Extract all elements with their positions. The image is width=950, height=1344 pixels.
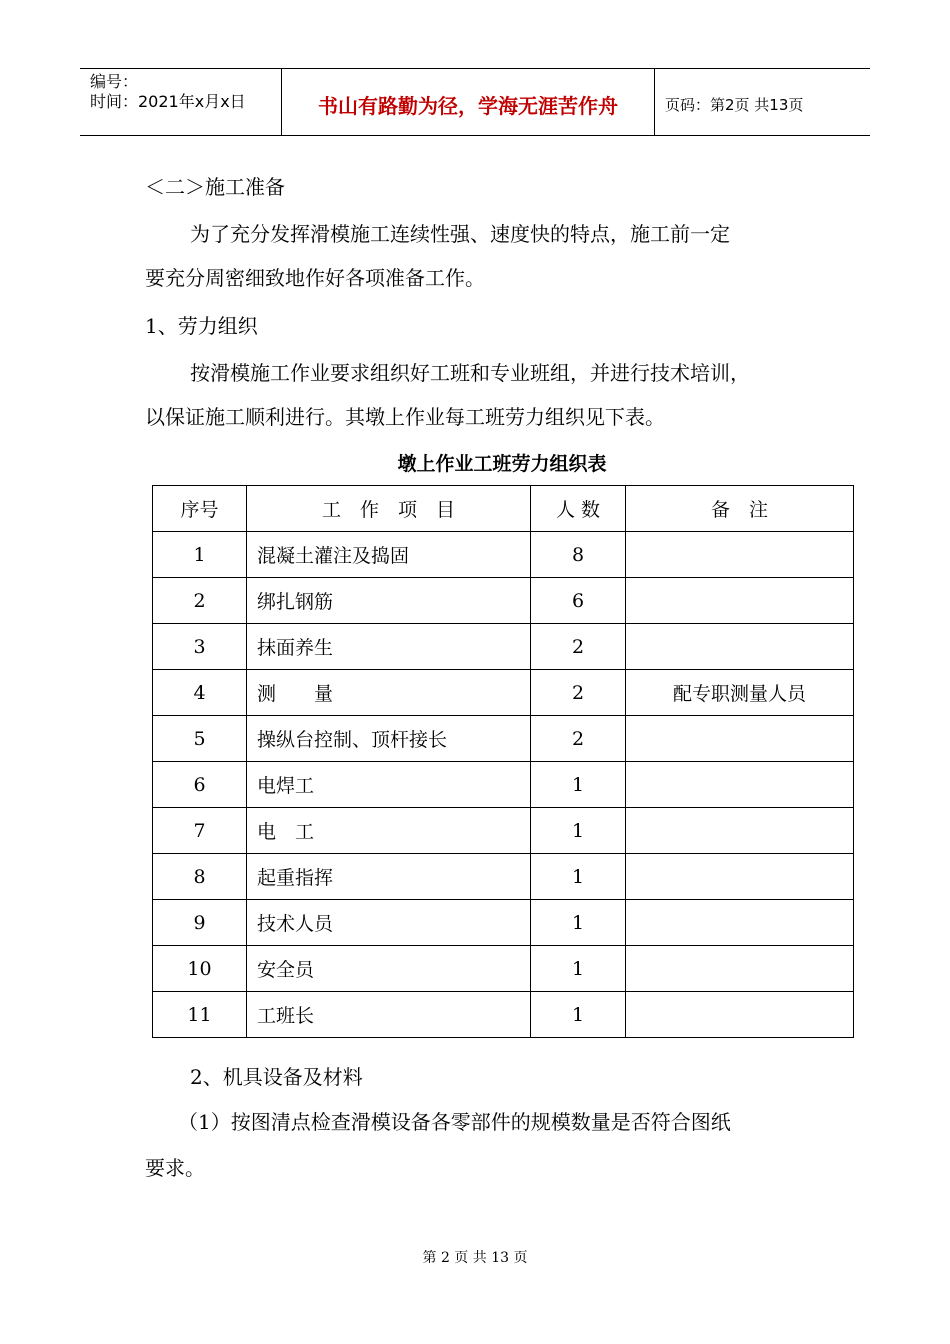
table-row: [153, 992, 854, 1038]
intro-paragraph-line-2: 要充分周密细致地作好各项准备工作。: [145, 266, 485, 290]
subsection-2-heading: 2、机具设备及材料: [190, 1065, 363, 1089]
table-header-row: [153, 486, 854, 532]
subsection-1-line-1: 按滑模施工作业要求组织好工班和专业班组，并进行技术培训，: [190, 361, 750, 385]
table-row: [153, 624, 854, 670]
page-header: [80, 68, 870, 136]
row-count: 1: [531, 992, 626, 1038]
row-note: [626, 716, 854, 762]
column-header-item: 工 作 项 目: [247, 486, 531, 532]
table-row: [153, 854, 854, 900]
table-row: [153, 808, 854, 854]
row-note: [626, 578, 854, 624]
row-no: 11: [153, 992, 247, 1038]
row-no: 7: [153, 808, 247, 854]
row-note: [626, 532, 854, 578]
row-note: [626, 624, 854, 670]
row-item: 电 工: [247, 808, 531, 854]
row-no: 10: [153, 946, 247, 992]
table-title: 墩上作业工班劳力组织表: [397, 453, 607, 475]
table-row: [153, 900, 854, 946]
row-count: 1: [531, 762, 626, 808]
row-no: 5: [153, 716, 247, 762]
row-item: 抹面养生: [247, 624, 531, 670]
subsection-1-line-2: 以保证施工顺利进行。其墩上作业每工班劳力组织见下表。: [145, 405, 665, 429]
row-count: 2: [531, 670, 626, 716]
header-meta: [80, 69, 282, 135]
column-header-no: 序号: [153, 486, 247, 532]
row-item: 技术人员: [247, 900, 531, 946]
row-note: 配专职测量人员: [626, 670, 854, 716]
row-no: 6: [153, 762, 247, 808]
row-item: 电焊工: [247, 762, 531, 808]
row-no: 4: [153, 670, 247, 716]
row-count: 1: [531, 808, 626, 854]
header-time-label: 时间：2021年x月x日: [90, 92, 246, 111]
row-count: 1: [531, 900, 626, 946]
row-note: [626, 808, 854, 854]
row-item: 测 量: [247, 670, 531, 716]
row-no: 9: [153, 900, 247, 946]
header-number-label: 编号：: [90, 72, 139, 91]
row-no: 2: [153, 578, 247, 624]
row-item: 起重指挥: [247, 854, 531, 900]
row-count: 6: [531, 578, 626, 624]
subsection-2-line-1: （1）按图清点检查滑模设备各零部件的规模数量是否符合图纸: [178, 1110, 731, 1134]
table-row: [153, 532, 854, 578]
row-count: 2: [531, 624, 626, 670]
row-note: [626, 854, 854, 900]
table-row: [153, 578, 854, 624]
header-page-info: 页码：第2页 共13页: [665, 95, 804, 114]
row-count: 1: [531, 854, 626, 900]
section-heading: ＜二＞施工准备: [145, 175, 285, 199]
column-header-count: 人 数: [531, 486, 626, 532]
row-item: 绑扎钢筋: [247, 578, 531, 624]
column-header-note: 备 注: [626, 486, 854, 532]
row-note: [626, 992, 854, 1038]
row-count: 2: [531, 716, 626, 762]
row-no: 8: [153, 854, 247, 900]
row-no: 3: [153, 624, 247, 670]
row-note: [626, 900, 854, 946]
row-item: 混凝土灌注及捣固: [247, 532, 531, 578]
table-row: [153, 670, 854, 716]
intro-paragraph-line-1: 为了充分发挥滑模施工连续性强、速度快的特点，施工前一定: [190, 222, 730, 246]
table-row: [153, 946, 854, 992]
row-note: [626, 946, 854, 992]
row-note: [626, 762, 854, 808]
row-item: 操纵台控制、顶杆接长: [247, 716, 531, 762]
row-item: 工班长: [247, 992, 531, 1038]
page-footer: 第 2 页 共 13 页: [422, 1250, 528, 1266]
row-no: 1: [153, 532, 247, 578]
row-item: 安全员: [247, 946, 531, 992]
table-row: [153, 716, 854, 762]
header-motto: 书山有路勤为径，学海无涯苦作舟: [282, 69, 655, 135]
subsection-2-line-2: 要求。: [145, 1156, 205, 1180]
table-row: [153, 762, 854, 808]
labor-organization-table: [152, 485, 854, 1038]
row-count: 1: [531, 946, 626, 992]
subsection-1-heading: 1、劳力组织: [145, 314, 258, 338]
row-count: 8: [531, 532, 626, 578]
